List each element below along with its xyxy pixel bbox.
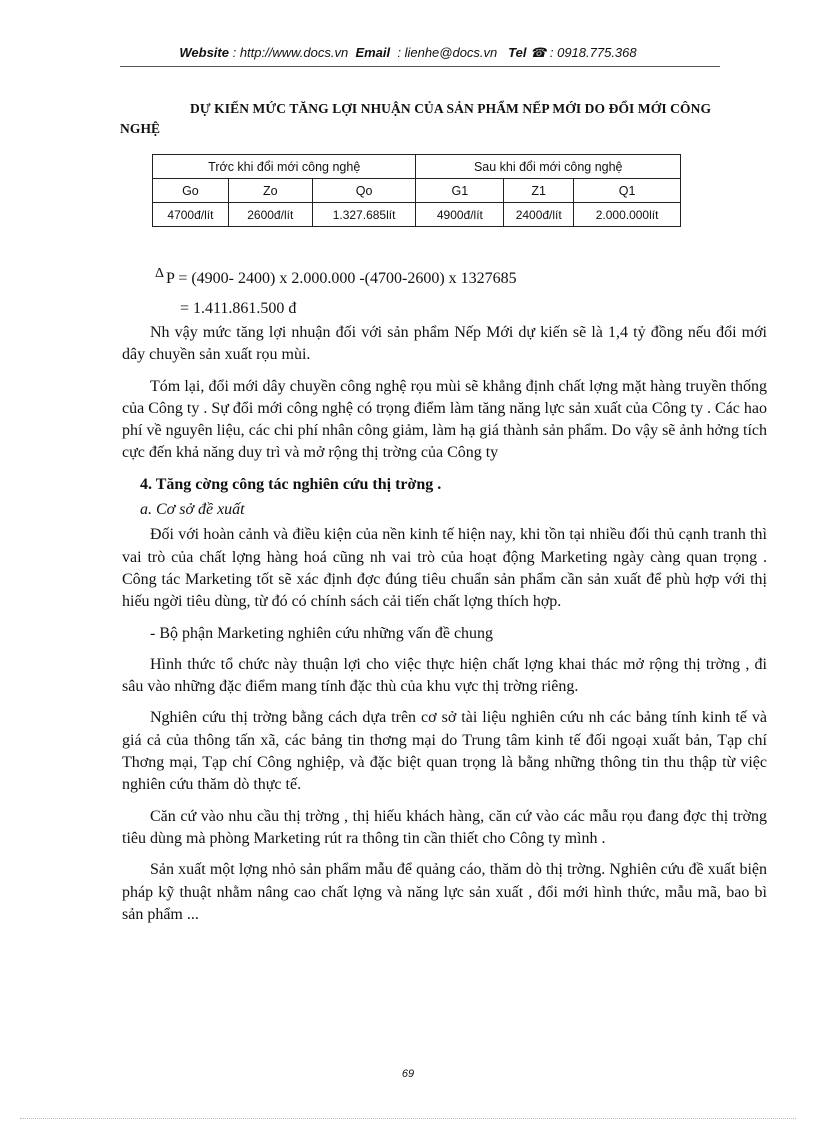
table-group-after: Sau khi đổi mới công nghệ [416, 155, 681, 179]
formula-expression: P = (4900- 2400) x 2.000.000 -(4700-2600) x 1327685 [166, 270, 517, 287]
table-header-g1: G1 [416, 179, 504, 203]
table-header-zo: Zo [228, 179, 312, 203]
paragraph-8: Sản xuất một lợng nhỏ sản phẩm mẫu để quảng cáo, thăm dò thị trờng. Nghiên cứu đề xuất biện pháp kỹ thuật nhằm nâng cao chất lợng và năng lực sản xuất , đổi mới hình thức, mẫu mã, bao bì sản phẩm ... [122, 861, 767, 923]
footer-divider [20, 1118, 796, 1119]
email-label: Email [355, 45, 391, 60]
tel-label: Tel [508, 45, 527, 60]
page-number: 69 [401, 1068, 415, 1080]
subsection-a: a. Cơ sở đề xuất [140, 501, 245, 519]
paragraph-7: Căn cứ vào nhu cầu thị trờng , thị hiếu khách hàng, căn cứ vào các mẫu rọu đang đợc thị trờng tiêu dùng mà phòng Marketing rút ra thông tin cần thiết cho Công ty mình . [122, 807, 767, 847]
website-value: : http://www.docs.vn [232, 45, 349, 60]
table-header-go: Go [153, 179, 229, 203]
paragraph-3: Đối với hoàn cảnh và điều kiện của nền kinh tế hiện nay, khi tồn tại nhiều đối thủ cạnh tranh thì vai trò của chất lợng hàng hoá cũng nh vai trò của hoạt động Marketing ngày càng quan trọng . Công tác Marketing tốt sẽ xác định đợc đúng tiêu chuẩn sản phẩm cần sản xuất để phù hợp với thị hiếu ngời tiêu dùng, từ đó có chính sách cải tiến chất lợng thích hợp. [122, 526, 767, 611]
table-cell-g1: 4900đ/lít [416, 203, 504, 227]
table-cell-q1: 2.000.000lít [574, 203, 681, 227]
delta-symbol: Δ [155, 266, 165, 281]
website-label: Website [179, 45, 229, 60]
paragraph-5: Hình thức tổ chức này thuận lợi cho việc thực hiện chất lợng khai thác mở rộng thị trờng , đi sâu vào những đặc điểm mang tính đặc thù của khu vực thị trờng riêng. [122, 655, 767, 696]
formula-line-2: = 1.411.861.500 đ [180, 300, 297, 317]
title-line-2: NGHỆ [120, 121, 161, 136]
table-header-q1: Q1 [574, 179, 681, 203]
paragraph-4: - Bộ phận Marketing nghiên cứu những vấn đề chung [150, 624, 494, 642]
table-header-qo: Qo [312, 179, 416, 203]
formula-line-1 [155, 266, 517, 288]
paragraph-6: Nghiên cứu thị trờng bằng cách dựa trên cơ sở tài liệu nghiên cứu nh các bảng tính kinh tế và giá cả của thông tấn xã, các bảng tin thơng mại do Trung tâm kinh tế đối ngoại xuất bản, Tạp chí Thơng mại, Tạp chí Công nghiệp, và đặc biệt quan trọng là bằng những thông tin thu thập từ việc nghiên cứu thăm dò thực tế. [122, 709, 767, 794]
email-value: : lienhe@docs.vn [397, 45, 498, 60]
table-header-z1: Z1 [504, 179, 574, 203]
table-group-before: Trớc khi đổi mới công nghệ [153, 155, 416, 179]
title-line-1: DỰ KIẾN MỨC TĂNG LỢI NHUẬN CỦA SẢN PHẨM NẾP MỚI DO ĐỔI MỚI CÔNG [190, 101, 712, 116]
table-cell-z1: 2400đ/lít [504, 203, 574, 227]
table-cell-zo: 2600đ/lít [228, 203, 312, 227]
paragraph-1: Nh vậy mức tăng lợi nhuận đối với sản phẩm Nếp Mới dự kiến sẽ là 1,4 tỷ đồng nếu đổi mới dây chuyền sản xuất rọu mùi. [122, 324, 767, 364]
page-header [0, 45, 816, 61]
table-cell-go: 4700đ/lít [153, 203, 229, 227]
document-body [122, 322, 767, 926]
tel-value: ☎ : 0918.775.368 [530, 45, 637, 60]
section-heading-4: 4. Tăng cờng công tác nghiên cứu thị trờng . [140, 475, 442, 493]
table-cell-qo: 1.327.685lít [312, 203, 416, 227]
section-title [120, 99, 780, 139]
paragraph-2: Tóm lại, đổi mới dây chuyền công nghệ rọu mùi sẽ khẳng định chất lợng mặt hàng truyền thống của Công ty . Sự đổi mới công nghệ có trọng điểm làm tăng năng lực sản xuất của Công ty . Các hao phí về nguyên liệu, các chi phí nhân công giảm, làm hạ giá thành sản phẩm. Do vậy sẽ ảnh hởng tích cực đến khả năng duy trì và mở rộng thị trờng của Công ty [122, 377, 767, 462]
comparison-table [152, 154, 681, 227]
header-divider [120, 66, 720, 67]
